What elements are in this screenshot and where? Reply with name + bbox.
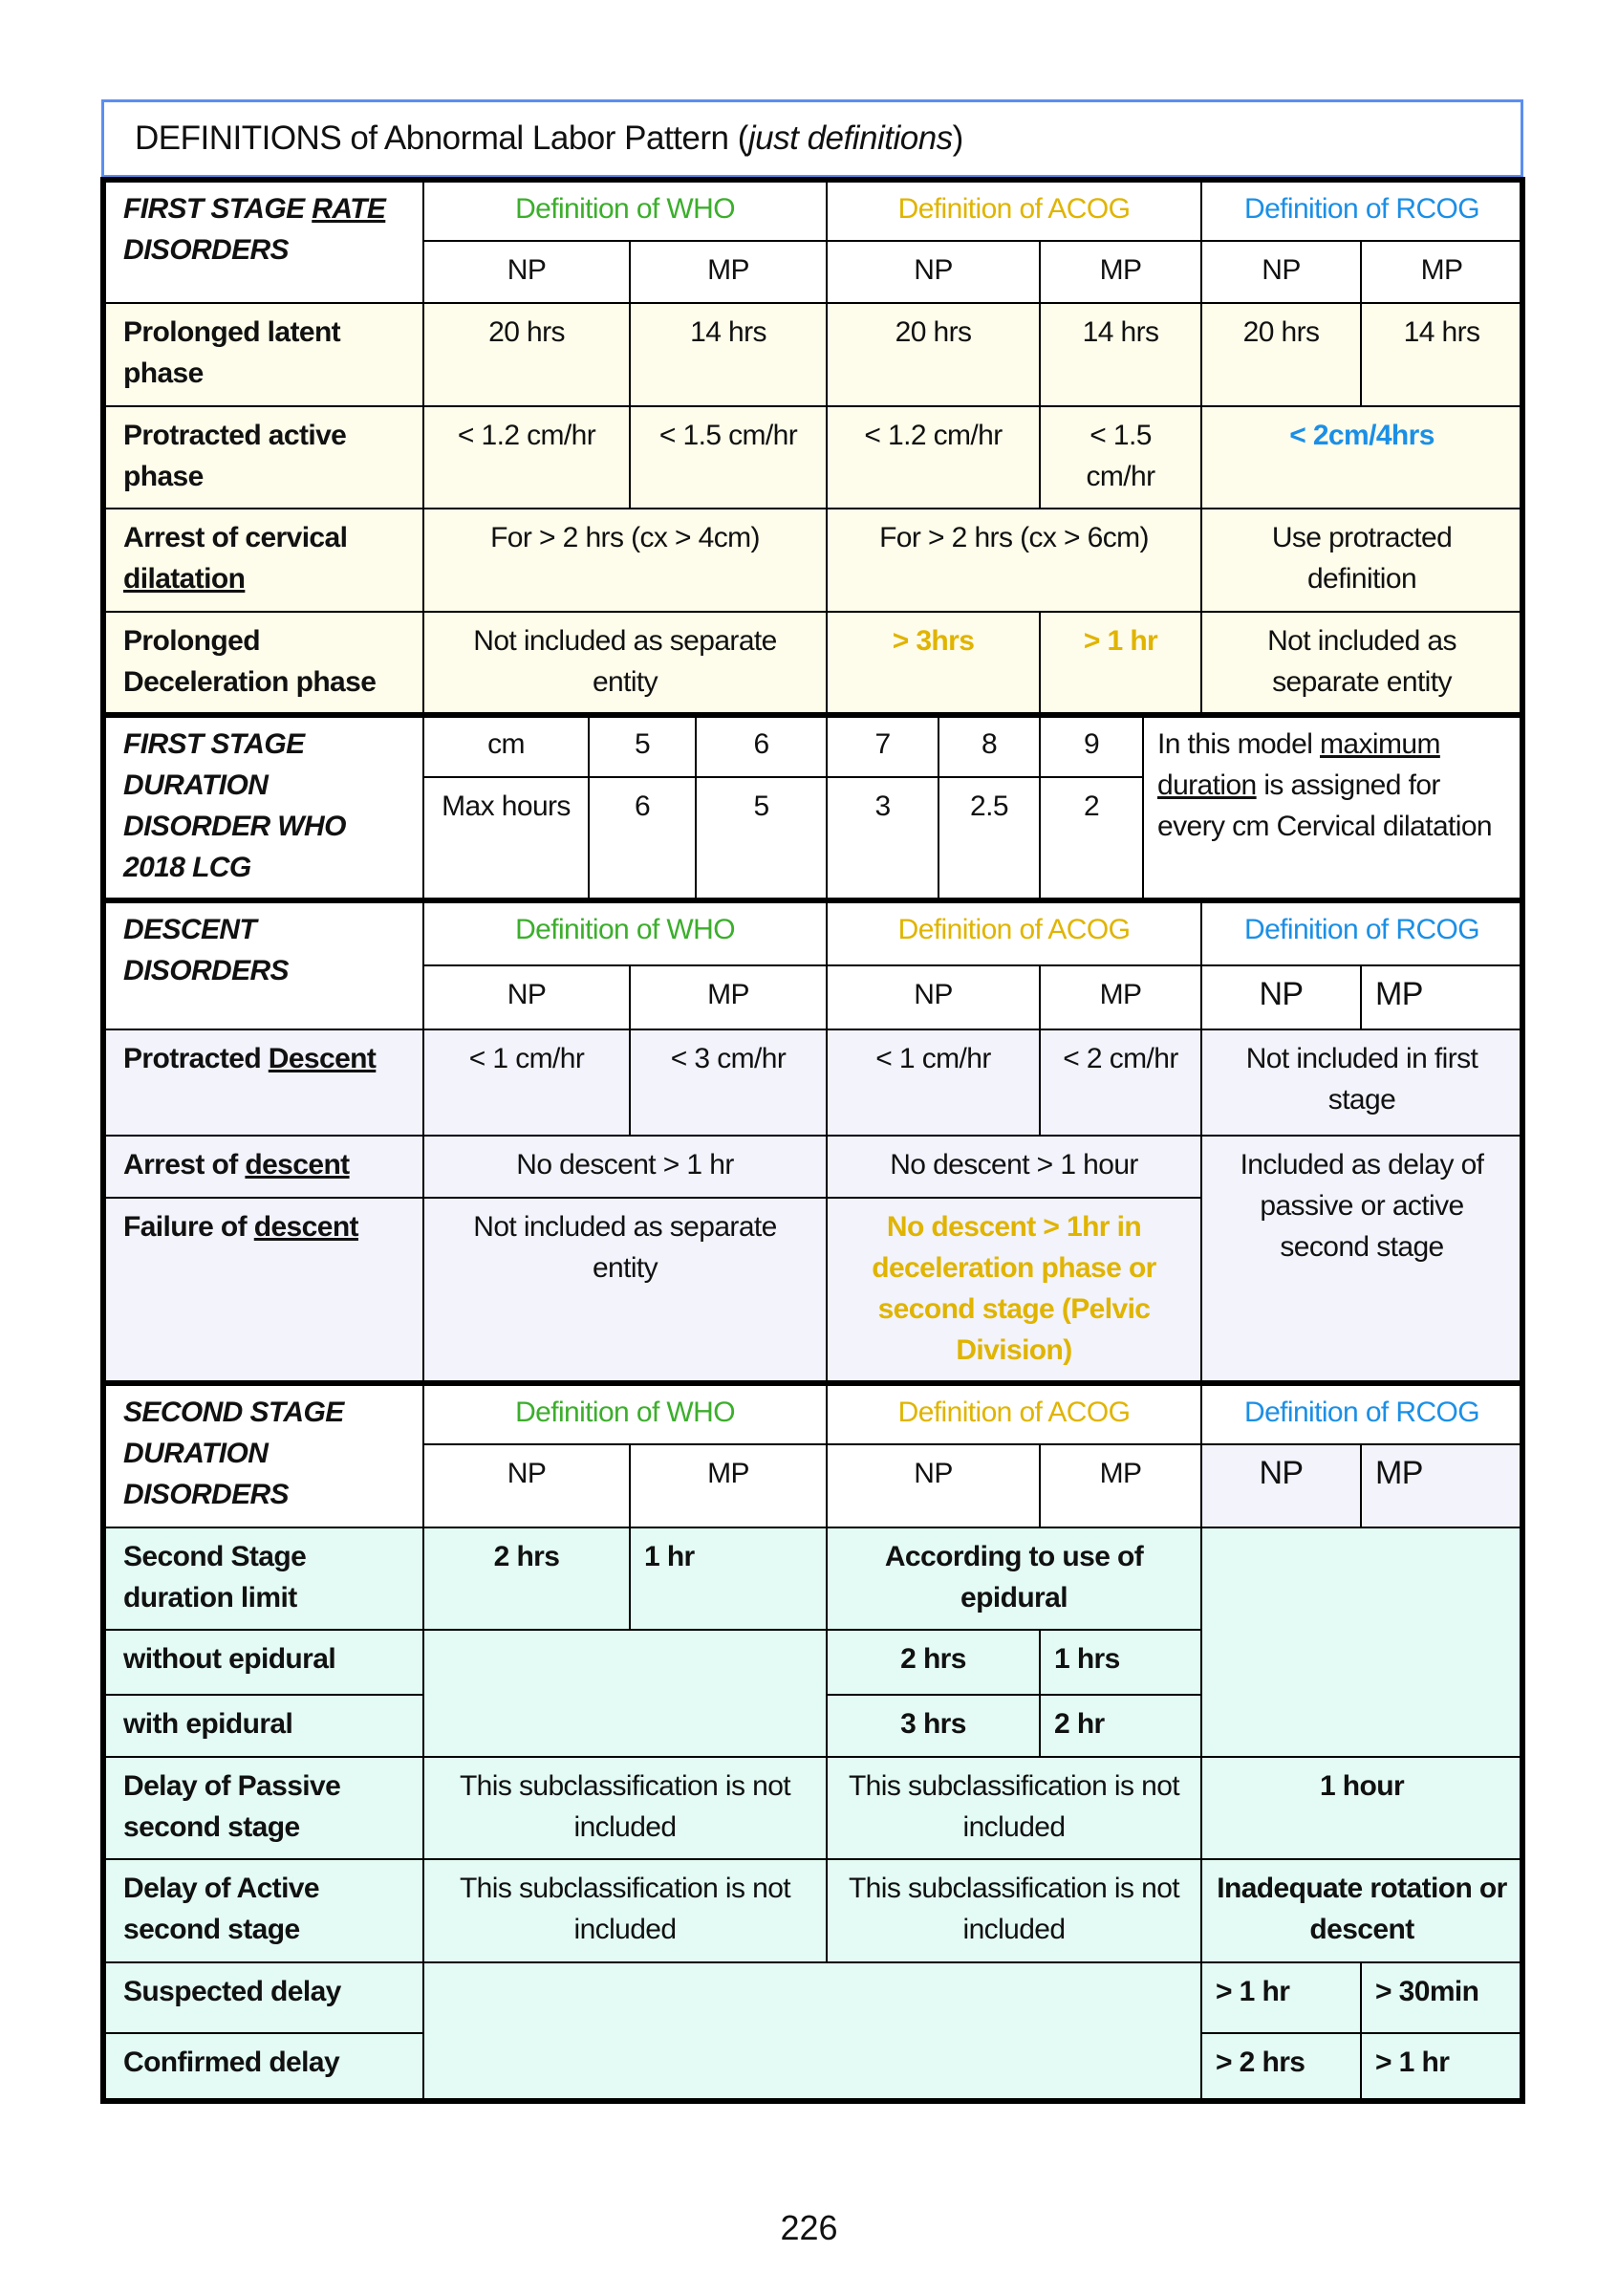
text-segment: In this model <box>1157 728 1321 760</box>
cell: < 2 cm/hr <box>1039 1029 1202 1137</box>
hours-cell: 3 <box>826 776 939 901</box>
empty-cell <box>422 1961 1202 2102</box>
row-label-arrest-dilatation <box>102 508 424 613</box>
cm-cell: 5 <box>588 714 697 778</box>
text-segment: Prolonged latent phase <box>123 316 341 389</box>
underlined-text: descent <box>253 1211 358 1243</box>
cm-cell: 6 <box>695 714 828 778</box>
cm-label: cm <box>422 714 590 778</box>
table-border <box>100 177 1525 183</box>
hours-cell: 6 <box>588 776 697 901</box>
cell: < 1.2 cm/hr <box>422 405 631 509</box>
row-label-failure-descent <box>102 1197 424 1384</box>
cell: 14 hrs <box>629 302 828 407</box>
empty-cell <box>1200 1527 1523 1758</box>
cell: Not included as separate entity <box>422 1197 828 1384</box>
text-segment: Failure of <box>123 1211 254 1243</box>
who-mp-header: MP <box>629 1443 828 1528</box>
acog-header: Definition of ACOG <box>826 1382 1202 1445</box>
cell: Use protracted definition <box>1200 508 1523 613</box>
hours-cell: 2 <box>1039 776 1144 901</box>
cell: > 1 hr <box>1360 2032 1523 2102</box>
cm-cell: 7 <box>826 714 939 778</box>
acog-mp-header: MP <box>1039 1443 1202 1528</box>
row-label-with-epidural: with epidural <box>102 1694 424 1758</box>
cell: 3 hrs <box>826 1694 1041 1758</box>
acog-header: Definition of ACOG <box>826 179 1202 242</box>
rcog-mp-header: MP <box>1360 964 1523 1030</box>
row-label-protracted-descent <box>102 1029 424 1137</box>
who-np-header: NP <box>422 1443 631 1528</box>
cell: Not included as separate entity <box>422 611 828 716</box>
cell: > 1 hr <box>1039 611 1202 716</box>
row-label-protracted-active <box>102 405 424 509</box>
duration-note <box>1142 714 1523 901</box>
empty-cell <box>422 1629 828 1758</box>
row-label-duration-limit: Second Stage duration limit <box>102 1527 424 1631</box>
acog-np-header: NP <box>826 964 1041 1030</box>
who-header: Definition of WHO <box>422 899 828 966</box>
acog-mp-header: MP <box>1039 964 1202 1030</box>
rcog-header: Definition of RCOG <box>1200 1382 1523 1445</box>
cell: < 1 cm/hr <box>826 1029 1041 1137</box>
cell: Included as delay of passive or active second stage <box>1200 1135 1523 1384</box>
hours-cell: 2.5 <box>938 776 1041 901</box>
cell: < 3 cm/hr <box>629 1029 828 1137</box>
underlined-text: RATE <box>312 193 386 225</box>
cm-cell: 9 <box>1039 714 1144 778</box>
title-close: ) <box>952 119 963 157</box>
rcog-np-header: NP <box>1200 964 1362 1030</box>
descent-title: DESCENT DISORDERS <box>102 899 424 1030</box>
cell: No descent > 1hr in deceleration phase or second stage (Pelvic Division) <box>826 1197 1202 1384</box>
table-border <box>1520 177 1525 2104</box>
cell: 1 hr <box>629 1527 828 1631</box>
rcog-mp-header: MP <box>1360 1443 1523 1528</box>
cell: < 1 cm/hr <box>422 1029 631 1137</box>
who-mp-header: MP <box>629 240 828 304</box>
row-label-prolonged-deceleration <box>102 611 424 716</box>
page-title-box <box>101 99 1523 178</box>
cell: < 2cm/4hrs <box>1200 405 1523 509</box>
cell: < 1.5 cm/hr <box>1039 405 1202 509</box>
rcog-header: Definition of RCOG <box>1200 899 1523 966</box>
row-label-without-epidural: without epidural <box>102 1629 424 1696</box>
text-segment: Prolonged Deceleration phase <box>123 625 377 698</box>
title-main: DEFINITIONS of Abnormal Labor Pattern ( <box>135 119 748 157</box>
page-number: 226 <box>780 2208 838 2247</box>
cell: This subclassification is not included <box>826 1756 1202 1860</box>
who-mp-header: MP <box>629 964 828 1030</box>
who-header: Definition of WHO <box>422 1382 828 1445</box>
first-stage-rate-title <box>102 179 424 304</box>
who-header: Definition of WHO <box>422 179 828 242</box>
cell: 2 hr <box>1039 1694 1202 1758</box>
duration-title: FIRST STAGE DURATION DISORDER WHO 2018 LCG <box>102 714 424 901</box>
cell: > 1 hr <box>1200 1961 1362 2034</box>
cell: Inadequate rotation or descent <box>1200 1858 1523 1963</box>
who-np-header: NP <box>422 240 631 304</box>
acog-header: Definition of ACOG <box>826 899 1202 966</box>
row-label-prolonged-latent <box>102 302 424 407</box>
table-border <box>100 2098 1525 2104</box>
rcog-np-header: NP <box>1200 1443 1362 1528</box>
cell: This subclassification is not included <box>826 1858 1202 1963</box>
max-hours-label: Max hours <box>422 776 590 901</box>
row-label-confirmed-delay: Confirmed delay <box>102 2032 424 2102</box>
cm-cell: 8 <box>938 714 1041 778</box>
text-segment: Protracted active phase <box>123 420 347 492</box>
cell: > 30min <box>1360 1961 1523 2034</box>
text-segment: FIRST STAGE <box>123 193 313 225</box>
cell: No descent > 1 hour <box>826 1135 1202 1199</box>
rcog-header: Definition of RCOG <box>1200 179 1523 242</box>
underlined-text: maximum duration <box>1157 728 1440 801</box>
cell: 1 hour <box>1200 1756 1523 1860</box>
cell: 20 hrs <box>1200 302 1362 407</box>
row-label-delay-passive: Delay of Passive second stage <box>102 1756 424 1860</box>
table-border <box>103 1380 1522 1386</box>
cell: According to use of epidural <box>826 1527 1202 1631</box>
cell: This subclassification is not included <box>422 1858 828 1963</box>
second-stage-title: SECOND STAGE DURATION DISORDERS <box>102 1382 424 1528</box>
cell: For > 2 hrs (cx > 4cm) <box>422 508 828 613</box>
row-label-suspected-delay: Suspected delay <box>102 1961 424 2034</box>
text-segment: Arrest of cervical <box>123 522 348 553</box>
cell: 20 hrs <box>422 302 631 407</box>
text-segment: is assigned for every cm Cervical dilatation <box>1157 769 1492 842</box>
cell: 2 hrs <box>826 1629 1041 1696</box>
text-segment: DISORDERS <box>123 234 289 266</box>
cell: For > 2 hrs (cx > 6cm) <box>826 508 1202 613</box>
acog-np-header: NP <box>826 1443 1041 1528</box>
underlined-text: Descent <box>268 1043 377 1074</box>
cell: 2 hrs <box>422 1527 631 1631</box>
cell: No descent > 1 hr <box>422 1135 828 1199</box>
table-border <box>103 712 1522 718</box>
cell: Not included in first stage <box>1200 1029 1523 1137</box>
cell: 14 hrs <box>1039 302 1202 407</box>
cell: > 2 hrs <box>1200 2032 1362 2102</box>
underlined-text: dilatation <box>123 563 246 595</box>
cell: > 3hrs <box>826 611 1041 716</box>
row-label-arrest-descent <box>102 1135 424 1199</box>
row-label-delay-active: Delay of Active second stage <box>102 1858 424 1963</box>
cell: 14 hrs <box>1360 302 1523 407</box>
cell: < 1.5 cm/hr <box>629 405 828 509</box>
underlined-text: descent <box>245 1149 350 1180</box>
text-segment: Protracted <box>123 1043 269 1074</box>
table-border <box>103 898 1522 903</box>
cell: 1 hrs <box>1039 1629 1202 1696</box>
table-border <box>100 177 106 2104</box>
cell: This subclassification is not included <box>422 1756 828 1860</box>
text-segment: Arrest of <box>123 1149 246 1180</box>
rcog-np-header: NP <box>1200 240 1362 304</box>
cell: < 1.2 cm/hr <box>826 405 1041 509</box>
who-np-header: NP <box>422 964 631 1030</box>
title-italic: just definitions <box>747 119 953 157</box>
acog-np-header: NP <box>826 240 1041 304</box>
hours-cell: 5 <box>695 776 828 901</box>
acog-mp-header: MP <box>1039 240 1202 304</box>
rcog-mp-header: MP <box>1360 240 1523 304</box>
cell: Not included as separate entity <box>1200 611 1523 716</box>
cell: 20 hrs <box>826 302 1041 407</box>
page-title <box>135 102 963 175</box>
